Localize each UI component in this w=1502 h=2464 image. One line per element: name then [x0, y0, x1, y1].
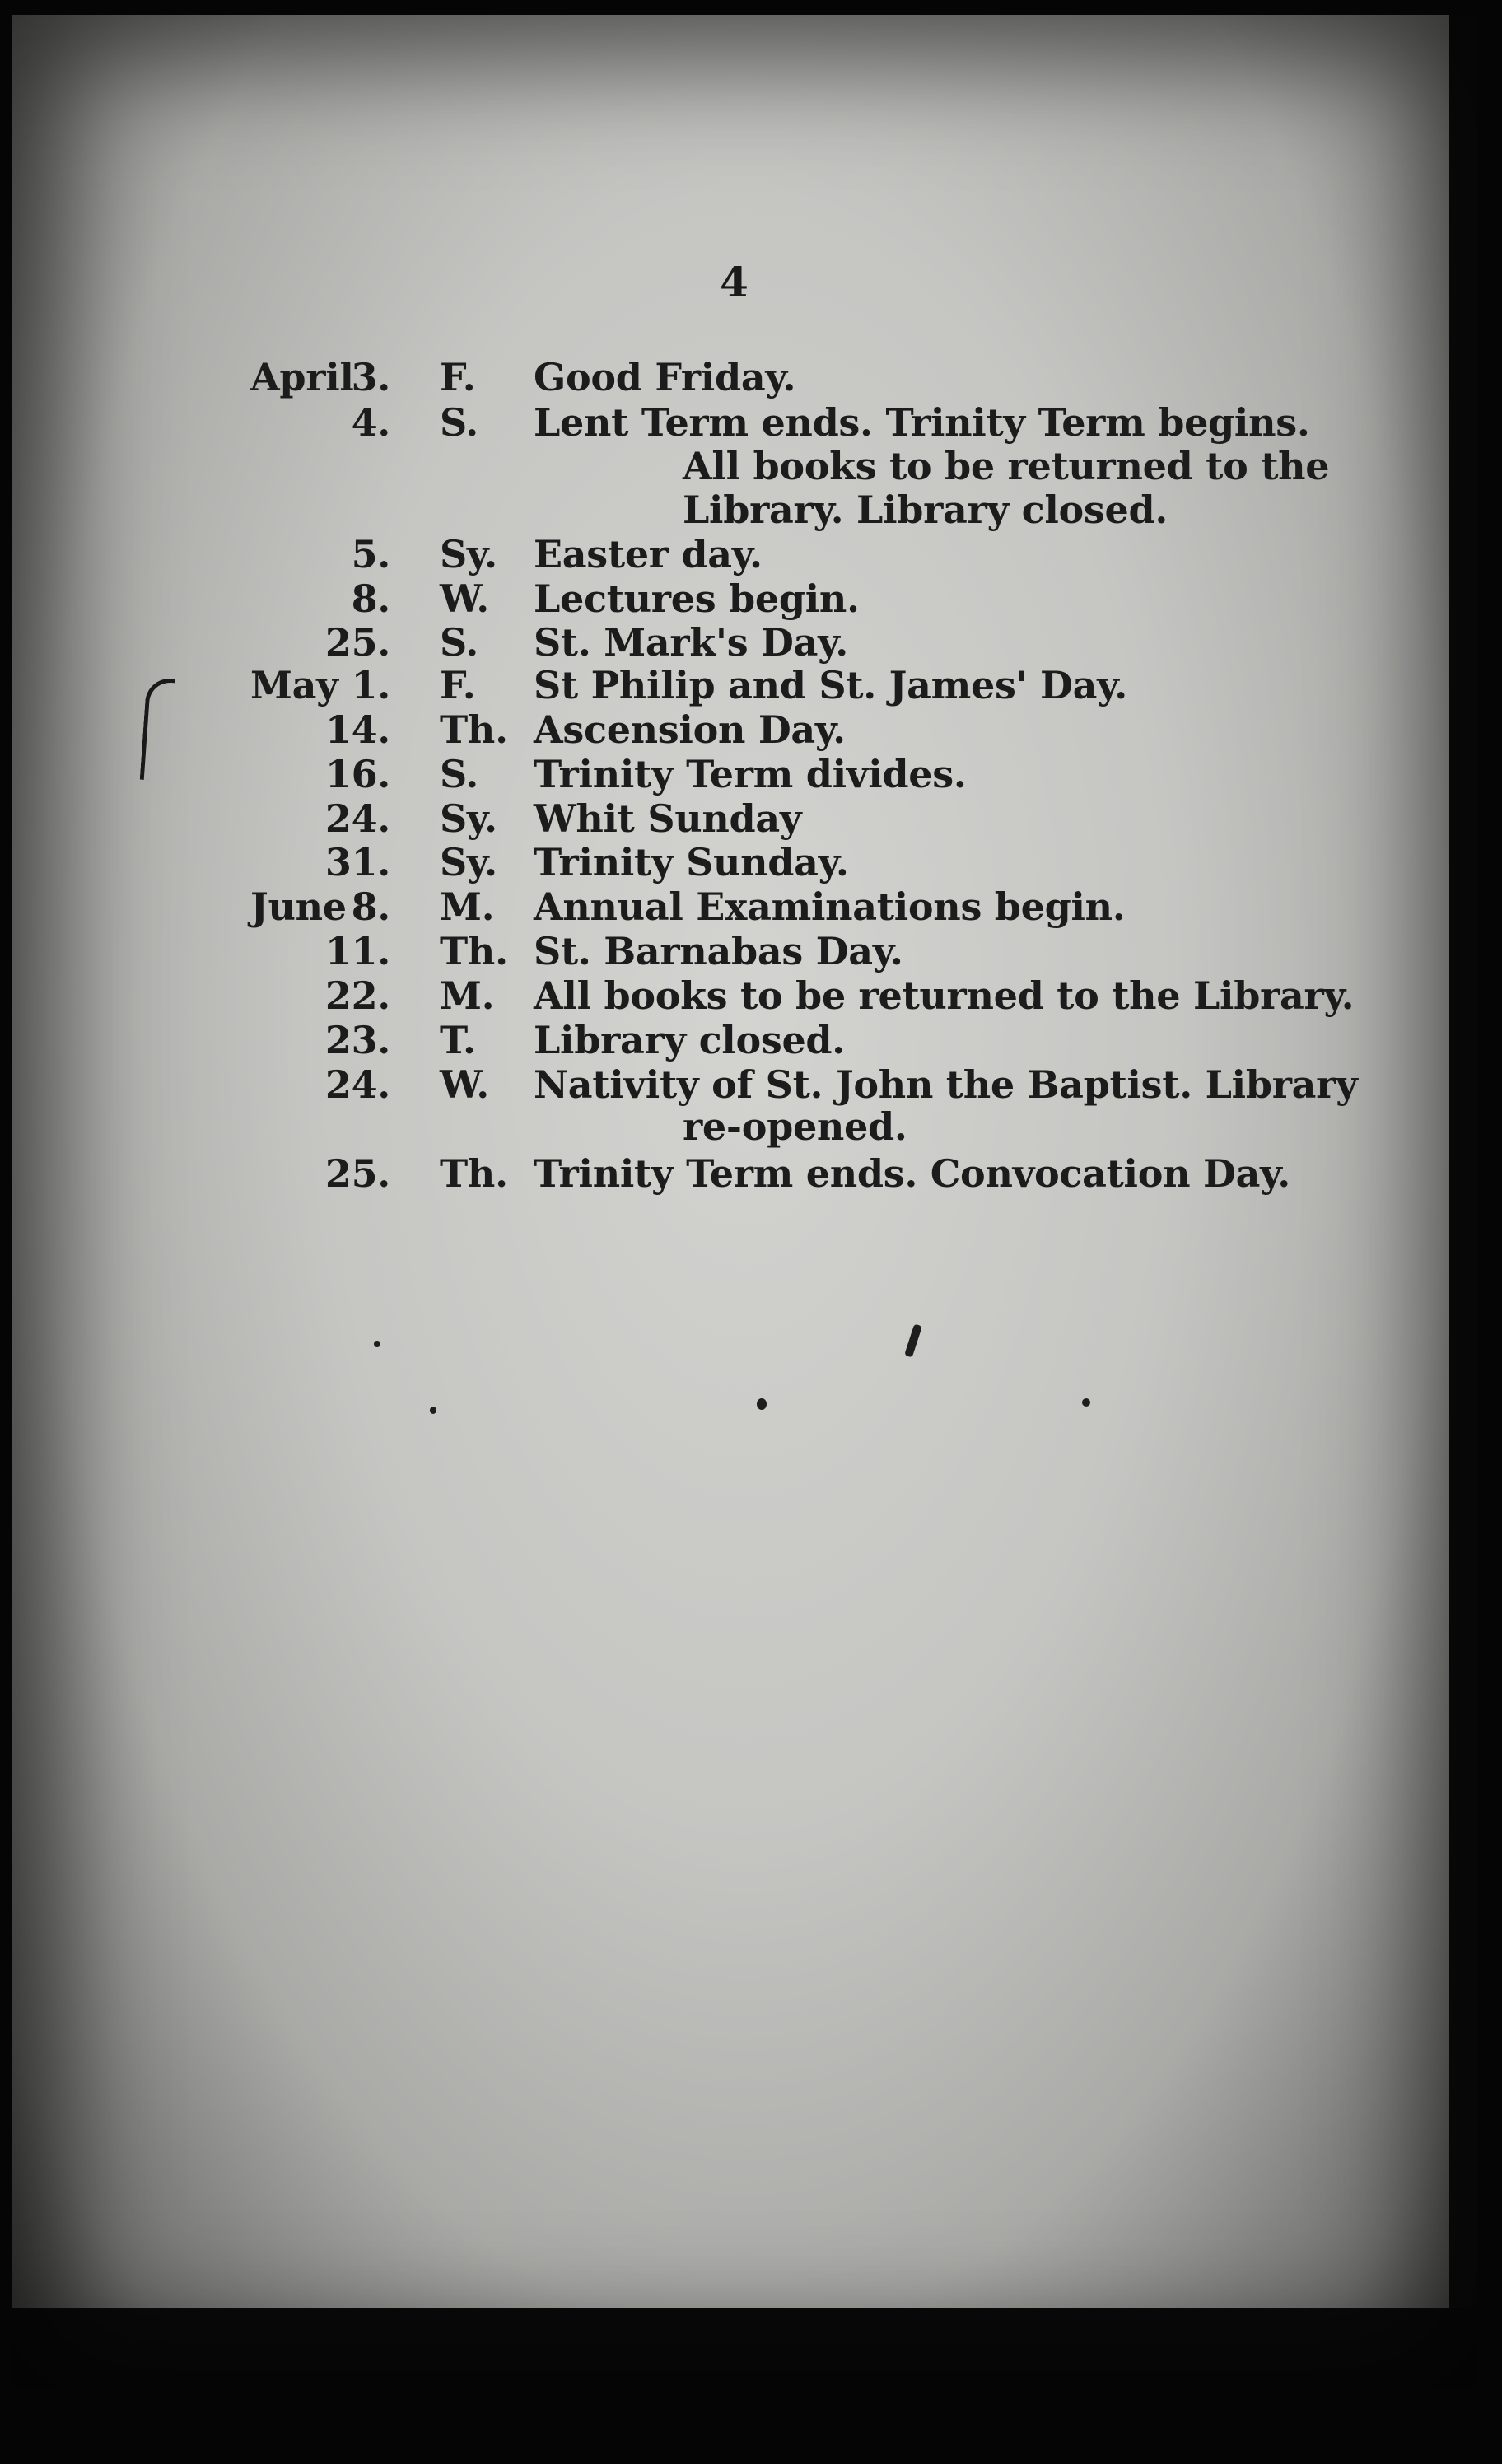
event-continuation-text: re-opened.: [683, 1104, 907, 1149]
day-number: 24.: [324, 1062, 390, 1107]
month-label: May: [250, 663, 338, 707]
calendar-row: [12, 662, 1477, 708]
page-number: 4: [720, 258, 749, 306]
month-label: June: [250, 884, 347, 929]
day-number: 3.: [351, 355, 390, 399]
weekday-abbrev: S.: [440, 620, 478, 665]
day-number: 22.: [324, 973, 390, 1018]
calendar-row: [12, 751, 1477, 797]
day-number: 8.: [351, 884, 390, 929]
day-number: 31.: [324, 840, 390, 884]
weekday-abbrev: M.: [440, 884, 495, 929]
event-text: Whit Sunday: [534, 796, 802, 841]
event-text: Annual Examinations begin.: [534, 884, 1126, 929]
weekday-abbrev: Sy.: [440, 532, 497, 576]
calendar-row: [12, 973, 1477, 1019]
day-number: 4.: [351, 400, 390, 445]
calendar-row: [12, 839, 1477, 885]
event-text: St Philip and St. James' Day.: [534, 663, 1128, 707]
day-number: 25.: [324, 620, 390, 665]
calendar-row: [12, 576, 1477, 622]
day-number: 25.: [324, 1151, 390, 1196]
calendar-row: [12, 1017, 1477, 1063]
event-text: Trinity Term ends. Convocation Day.: [534, 1151, 1290, 1196]
day-number: 5.: [351, 532, 390, 576]
calendar-row: [12, 619, 1477, 665]
event-text: Easter day.: [534, 532, 763, 576]
event-text: St. Mark's Day.: [534, 620, 848, 665]
calendar-row: [12, 399, 1477, 446]
day-number: 23.: [324, 1018, 390, 1062]
weekday-abbrev: T.: [440, 1018, 476, 1062]
event-continuation-text: All books to be returned to the: [683, 444, 1330, 488]
event-text: Ascension Day.: [534, 707, 846, 752]
continuation-line: [12, 443, 1477, 489]
continuation-line: [12, 1104, 1477, 1150]
day-number: 11.: [324, 929, 390, 973]
weekday-abbrev: Th.: [440, 707, 508, 752]
calendar-row: [12, 928, 1477, 974]
calendar-row: [12, 796, 1477, 842]
day-number: 16.: [324, 752, 390, 796]
event-text: Nativity of St. John the Baptist. Library: [534, 1062, 1358, 1107]
event-text: Lent Term ends. Trinity Term begins.: [534, 400, 1310, 445]
film-edge-bottom: [12, 2308, 1477, 2387]
calendar-row: [12, 707, 1477, 753]
ink-speck: [374, 1341, 380, 1347]
calendar-row: [12, 531, 1477, 577]
calendar-row: [12, 884, 1477, 930]
continuation-line: [12, 487, 1477, 533]
event-text: Trinity Sunday.: [534, 840, 849, 884]
event-text: All books to be returned to the Library.: [534, 973, 1355, 1018]
calendar-entries: [12, 15, 1477, 2387]
weekday-abbrev: F.: [440, 663, 476, 707]
calendar-row: [12, 1150, 1477, 1197]
weekday-abbrev: W.: [440, 1062, 489, 1107]
event-text: Lectures begin.: [534, 576, 860, 621]
weekday-abbrev: Sy.: [440, 840, 497, 884]
weekday-abbrev: W.: [440, 576, 489, 621]
weekday-abbrev: S.: [440, 400, 478, 445]
film-edge-right: [1449, 15, 1477, 2387]
month-label: April: [250, 355, 354, 399]
weekday-abbrev: M.: [440, 973, 495, 1018]
event-text: Library closed.: [534, 1018, 846, 1062]
weekday-abbrev: Th.: [440, 1151, 508, 1196]
weekday-abbrev: Sy.: [440, 796, 497, 841]
day-number: 14.: [324, 707, 390, 752]
calendar-row: [12, 1062, 1477, 1108]
event-text: Trinity Term divides.: [534, 752, 967, 796]
weekday-abbrev: F.: [440, 355, 476, 399]
day-number: 8.: [351, 576, 390, 621]
event-text: St. Barnabas Day.: [534, 929, 903, 973]
event-continuation-text: Library. Library closed.: [683, 488, 1168, 532]
scanned-page: [12, 15, 1477, 2387]
ink-speck: [757, 1398, 767, 1410]
ink-speck: [1082, 1398, 1090, 1407]
day-number: 24.: [324, 796, 390, 841]
calendar-row: [12, 354, 1477, 400]
day-number: 1.: [351, 663, 390, 707]
weekday-abbrev: Th.: [440, 929, 508, 973]
ink-speck: [430, 1407, 436, 1414]
weekday-abbrev: S.: [440, 752, 478, 796]
event-text: Good Friday.: [534, 355, 796, 399]
